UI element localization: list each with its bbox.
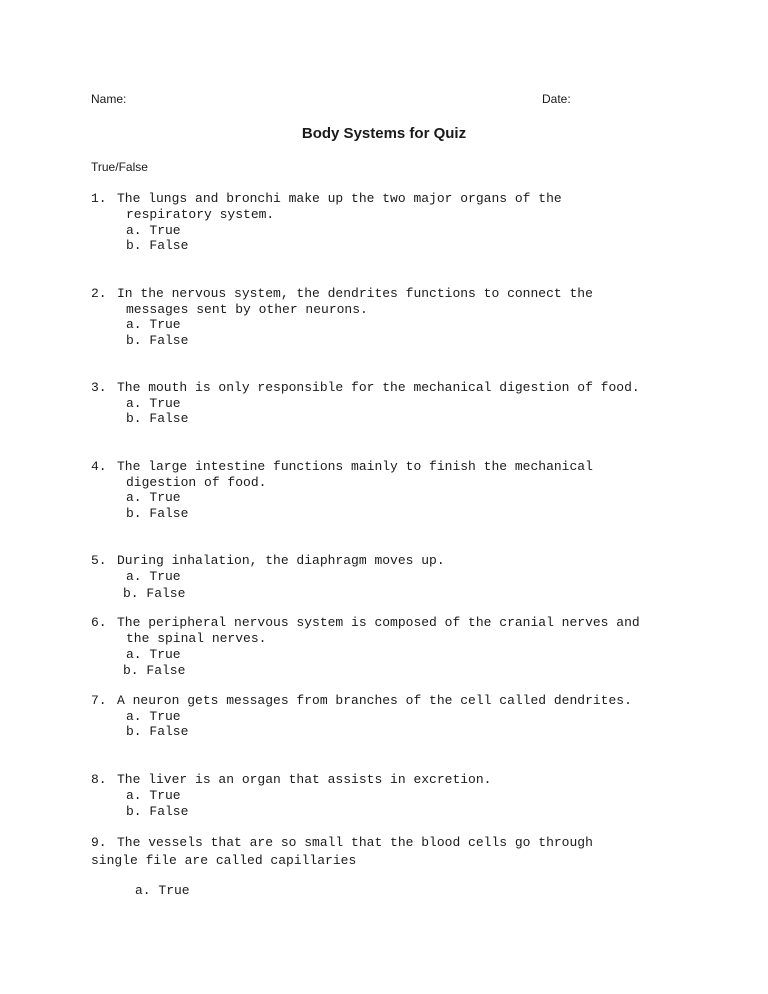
question-text-line2: messages sent by other neurons. — [126, 302, 368, 317]
option-a: a. True — [126, 490, 181, 505]
option-a: a. True — [126, 569, 181, 584]
question-number: 5. — [91, 553, 107, 568]
question-text-line1: A neuron gets messages from branches of the cell called dendrites. — [117, 693, 632, 708]
section-heading: True/False — [91, 160, 148, 174]
question-text-line2: digestion of food. — [126, 475, 267, 490]
question-text-line2: the spinal nerves. — [126, 631, 267, 646]
date-label: Date: — [542, 92, 571, 106]
question-number: 3. — [91, 380, 107, 395]
option-b: b. False — [126, 506, 189, 521]
option-b: b. False — [123, 663, 186, 678]
option-a: a. True — [126, 788, 181, 803]
question-number: 2. — [91, 286, 107, 301]
name-label: Name: — [91, 92, 127, 106]
option-a: a. True — [126, 223, 181, 238]
question-text-line1: The mouth is only responsible for the mechanical digestion of food. — [117, 380, 640, 395]
question-text-line1: The peripheral nervous system is composed of the cranial nerves and — [117, 615, 640, 630]
question-text-line1: In the nervous system, the dendrites functions to connect the — [117, 286, 593, 301]
option-b: b. False — [126, 238, 189, 253]
question-text-line1: The lungs and bronchi make up the two major organs of the — [117, 191, 562, 206]
question-text-line2: single file are called capillaries — [91, 853, 357, 868]
question-text-line2: respiratory system. — [126, 207, 275, 222]
option-a: a. True — [126, 647, 181, 662]
question-number: 8. — [91, 772, 107, 787]
option-a: a. True — [126, 396, 181, 411]
option-b: b. False — [126, 333, 189, 348]
option-a: a. True — [135, 883, 190, 898]
question-text-line1: The vessels that are so small that the blood cells go through — [117, 835, 593, 850]
option-a: a. True — [126, 317, 181, 332]
option-b: b. False — [126, 804, 189, 819]
question-text-line1: During inhalation, the diaphragm moves up. — [117, 553, 445, 568]
option-b: b. False — [123, 586, 186, 601]
question-number: 6. — [91, 615, 107, 630]
page-title: Body Systems for Quiz — [301, 125, 467, 142]
question-number: 4. — [91, 459, 107, 474]
question-number: 9. — [91, 835, 107, 850]
question-number: 7. — [91, 693, 107, 708]
option-a: a. True — [126, 709, 181, 724]
question-number: 1. — [91, 191, 107, 206]
option-b: b. False — [126, 724, 189, 739]
question-text-line1: The liver is an organ that assists in excretion. — [117, 772, 492, 787]
option-b: b. False — [126, 411, 189, 426]
question-text-line1: The large intestine functions mainly to finish the mechanical — [117, 459, 593, 474]
